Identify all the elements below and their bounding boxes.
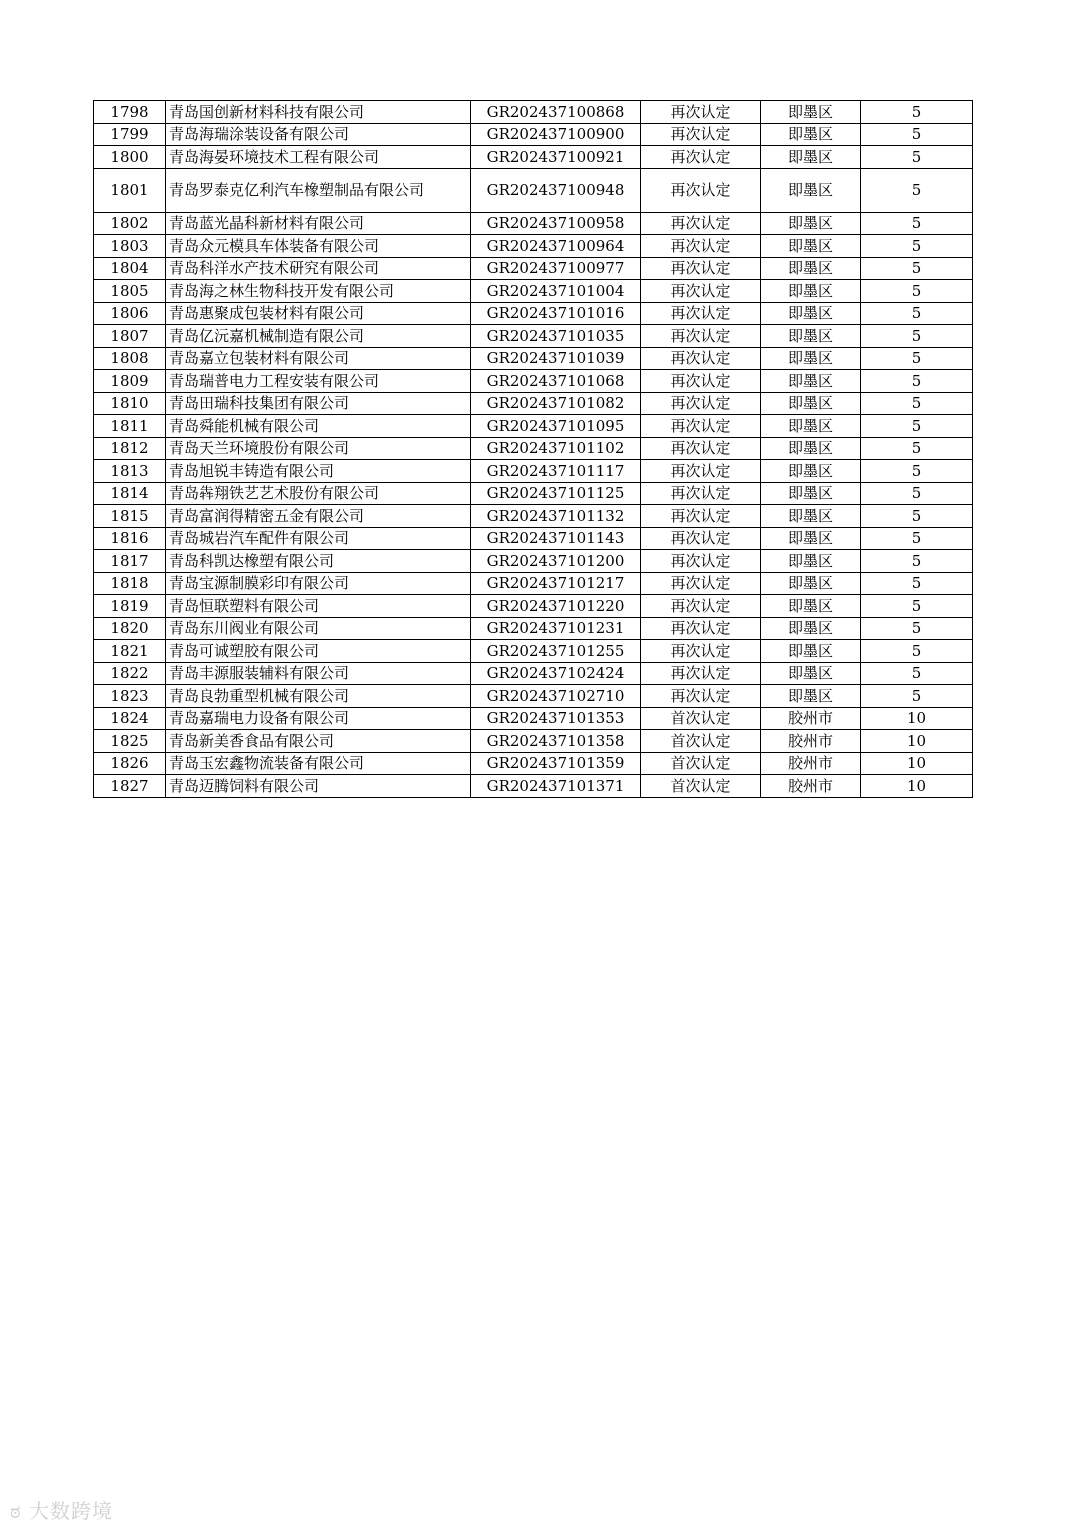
row-number-cell: 1827 [94, 775, 166, 798]
cert-number-cell: GR202437101016 [471, 302, 641, 325]
reward-amount-cell: 5 [861, 370, 973, 393]
cert-type-cell: 首次认定 [641, 730, 761, 753]
reward-amount-cell: 5 [861, 572, 973, 595]
table-row [94, 550, 973, 573]
district-cell: 即墨区 [761, 595, 861, 618]
district-cell: 即墨区 [761, 482, 861, 505]
company-name-cell: 青岛城岩汽车配件有限公司 [166, 527, 471, 550]
cert-type-cell: 再次认定 [641, 550, 761, 573]
cert-number-cell: GR202437101200 [471, 550, 641, 573]
cert-type-cell: 再次认定 [641, 415, 761, 438]
cert-number-cell: GR202437101231 [471, 617, 641, 640]
cert-number-cell: GR202437100948 [471, 168, 641, 212]
row-number-cell: 1815 [94, 505, 166, 528]
district-cell: 胶州市 [761, 775, 861, 798]
reward-amount-cell: 5 [861, 302, 973, 325]
row-number-cell: 1817 [94, 550, 166, 573]
cert-type-cell: 再次认定 [641, 302, 761, 325]
cert-number-cell: GR202437100900 [471, 123, 641, 146]
table-row [94, 482, 973, 505]
company-name-cell: 青岛罗泰克亿利汽车橡塑制品有限公司 [166, 168, 471, 212]
cert-type-cell: 再次认定 [641, 280, 761, 303]
reward-amount-cell: 5 [861, 595, 973, 618]
table-row [94, 752, 973, 775]
cert-number-cell: GR202437101039 [471, 347, 641, 370]
cert-type-cell: 再次认定 [641, 257, 761, 280]
cert-type-cell: 再次认定 [641, 370, 761, 393]
district-cell: 即墨区 [761, 550, 861, 573]
reward-amount-cell: 5 [861, 437, 973, 460]
cert-number-cell: GR202437101125 [471, 482, 641, 505]
company-name-cell: 青岛海瑞涂装设备有限公司 [166, 123, 471, 146]
table-row [94, 168, 973, 212]
cert-number-cell: GR202437101358 [471, 730, 641, 753]
cert-type-cell: 再次认定 [641, 325, 761, 348]
district-cell: 即墨区 [761, 617, 861, 640]
table-row [94, 347, 973, 370]
cert-number-cell: GR202437101004 [471, 280, 641, 303]
reward-amount-cell: 5 [861, 235, 973, 258]
table-row [94, 640, 973, 663]
district-cell: 即墨区 [761, 235, 861, 258]
table-row [94, 302, 973, 325]
reward-amount-cell: 5 [861, 662, 973, 685]
table-row [94, 325, 973, 348]
table-row [94, 685, 973, 708]
cert-type-cell: 再次认定 [641, 392, 761, 415]
table-row [94, 572, 973, 595]
cert-number-cell: GR202437101255 [471, 640, 641, 663]
row-number-cell: 1819 [94, 595, 166, 618]
row-number-cell: 1826 [94, 752, 166, 775]
cert-type-cell: 再次认定 [641, 168, 761, 212]
row-number-cell: 1820 [94, 617, 166, 640]
reward-amount-cell: 10 [861, 730, 973, 753]
company-name-cell: 青岛嘉瑞电力设备有限公司 [166, 707, 471, 730]
reward-amount-cell: 5 [861, 280, 973, 303]
reward-amount-cell: 5 [861, 685, 973, 708]
table-row [94, 662, 973, 685]
table-row [94, 505, 973, 528]
reward-amount-cell: 5 [861, 257, 973, 280]
company-name-cell: 青岛丰源服装辅料有限公司 [166, 662, 471, 685]
district-cell: 胶州市 [761, 730, 861, 753]
row-number-cell: 1798 [94, 101, 166, 124]
row-number-cell: 1808 [94, 347, 166, 370]
district-cell: 即墨区 [761, 212, 861, 235]
company-name-cell: 青岛良勃重型机械有限公司 [166, 685, 471, 708]
district-cell: 即墨区 [761, 302, 861, 325]
company-name-cell: 青岛亿沅嘉机械制造有限公司 [166, 325, 471, 348]
row-number-cell: 1810 [94, 392, 166, 415]
reward-amount-cell: 5 [861, 505, 973, 528]
company-name-cell: 青岛科凯达橡塑有限公司 [166, 550, 471, 573]
cert-number-cell: GR202437102710 [471, 685, 641, 708]
cert-type-cell: 再次认定 [641, 640, 761, 663]
row-number-cell: 1822 [94, 662, 166, 685]
cert-type-cell: 再次认定 [641, 572, 761, 595]
cert-type-cell: 再次认定 [641, 460, 761, 483]
table-row [94, 123, 973, 146]
cert-number-cell: GR202437100958 [471, 212, 641, 235]
reward-amount-cell: 10 [861, 752, 973, 775]
table-row [94, 370, 973, 393]
company-name-cell: 青岛天兰环境股份有限公司 [166, 437, 471, 460]
cert-number-cell: GR202437101217 [471, 572, 641, 595]
company-name-cell: 青岛宝源制膜彩印有限公司 [166, 572, 471, 595]
reward-amount-cell: 5 [861, 460, 973, 483]
company-name-cell: 青岛犇翔铁艺艺术股份有限公司 [166, 482, 471, 505]
district-cell: 即墨区 [761, 460, 861, 483]
table-row [94, 595, 973, 618]
reward-amount-cell: 5 [861, 347, 973, 370]
district-cell: 即墨区 [761, 415, 861, 438]
reward-amount-cell: 5 [861, 617, 973, 640]
reward-amount-cell: 5 [861, 415, 973, 438]
company-name-cell: 青岛众元模具车体装备有限公司 [166, 235, 471, 258]
company-name-cell: 青岛国创新材料科技有限公司 [166, 101, 471, 124]
cert-number-cell: GR202437102424 [471, 662, 641, 685]
row-number-cell: 1814 [94, 482, 166, 505]
cert-number-cell: GR202437101117 [471, 460, 641, 483]
row-number-cell: 1809 [94, 370, 166, 393]
cert-number-cell: GR202437101082 [471, 392, 641, 415]
cert-number-cell: GR202437101371 [471, 775, 641, 798]
table-body [94, 101, 973, 798]
district-cell: 即墨区 [761, 123, 861, 146]
cert-type-cell: 首次认定 [641, 775, 761, 798]
company-name-cell: 青岛嘉立包装材料有限公司 [166, 347, 471, 370]
reward-amount-cell: 10 [861, 775, 973, 798]
district-cell: 即墨区 [761, 168, 861, 212]
district-cell: 即墨区 [761, 572, 861, 595]
row-number-cell: 1804 [94, 257, 166, 280]
district-cell: 即墨区 [761, 325, 861, 348]
cert-number-cell: GR202437100868 [471, 101, 641, 124]
row-number-cell: 1803 [94, 235, 166, 258]
company-name-cell: 青岛玉宏鑫物流装备有限公司 [166, 752, 471, 775]
table-row [94, 527, 973, 550]
company-name-cell: 青岛惠聚成包装材料有限公司 [166, 302, 471, 325]
district-cell: 即墨区 [761, 505, 861, 528]
cert-number-cell: GR202437101353 [471, 707, 641, 730]
cert-type-cell: 再次认定 [641, 235, 761, 258]
company-name-cell: 青岛田瑞科技集团有限公司 [166, 392, 471, 415]
row-number-cell: 1799 [94, 123, 166, 146]
reward-amount-cell: 5 [861, 101, 973, 124]
table-row [94, 392, 973, 415]
cert-type-cell: 首次认定 [641, 752, 761, 775]
table-row [94, 257, 973, 280]
cert-type-cell: 首次认定 [641, 707, 761, 730]
row-number-cell: 1807 [94, 325, 166, 348]
company-name-cell: 青岛旭锐丰铸造有限公司 [166, 460, 471, 483]
company-name-cell: 青岛新美香食品有限公司 [166, 730, 471, 753]
cert-type-cell: 再次认定 [641, 662, 761, 685]
watermark-text: 大数跨境 [28, 1499, 113, 1523]
data-table [93, 100, 973, 798]
table-row [94, 617, 973, 640]
reward-amount-cell: 5 [861, 168, 973, 212]
company-name-cell: 青岛海之林生物科技开发有限公司 [166, 280, 471, 303]
cert-number-cell: GR202437101102 [471, 437, 641, 460]
cert-number-cell: GR202437101143 [471, 527, 641, 550]
cert-number-cell: GR202437101035 [471, 325, 641, 348]
company-name-cell: 青岛迈腾饲料有限公司 [166, 775, 471, 798]
table-row [94, 775, 973, 798]
row-number-cell: 1824 [94, 707, 166, 730]
cert-number-cell: GR202437100921 [471, 146, 641, 169]
table-row [94, 730, 973, 753]
company-name-cell: 青岛瑞普电力工程安装有限公司 [166, 370, 471, 393]
row-number-cell: 1818 [94, 572, 166, 595]
row-number-cell: 1825 [94, 730, 166, 753]
cert-type-cell: 再次认定 [641, 101, 761, 124]
row-number-cell: 1801 [94, 168, 166, 212]
district-cell: 胶州市 [761, 752, 861, 775]
company-name-cell: 青岛恒联塑料有限公司 [166, 595, 471, 618]
cert-type-cell: 再次认定 [641, 595, 761, 618]
row-number-cell: 1816 [94, 527, 166, 550]
district-cell: 即墨区 [761, 257, 861, 280]
cert-type-cell: 再次认定 [641, 482, 761, 505]
district-cell: 即墨区 [761, 527, 861, 550]
company-name-cell: 青岛富润得精密五金有限公司 [166, 505, 471, 528]
cert-type-cell: 再次认定 [641, 437, 761, 460]
row-number-cell: 1806 [94, 302, 166, 325]
table-row [94, 415, 973, 438]
district-cell: 即墨区 [761, 347, 861, 370]
table-row [94, 101, 973, 124]
company-name-cell: 青岛海晏环境技术工程有限公司 [166, 146, 471, 169]
reward-amount-cell: 5 [861, 146, 973, 169]
district-cell: 即墨区 [761, 662, 861, 685]
district-cell: 即墨区 [761, 437, 861, 460]
district-cell: 即墨区 [761, 146, 861, 169]
district-cell: 即墨区 [761, 392, 861, 415]
table-row [94, 212, 973, 235]
reward-amount-cell: 5 [861, 640, 973, 663]
cert-number-cell: GR202437101132 [471, 505, 641, 528]
row-number-cell: 1813 [94, 460, 166, 483]
table-row [94, 280, 973, 303]
cert-type-cell: 再次认定 [641, 212, 761, 235]
row-number-cell: 1812 [94, 437, 166, 460]
cert-type-cell: 再次认定 [641, 146, 761, 169]
watermark-logo-icon: ಠ [10, 1499, 22, 1523]
reward-amount-cell: 5 [861, 482, 973, 505]
table-row [94, 235, 973, 258]
row-number-cell: 1823 [94, 685, 166, 708]
cert-number-cell: GR202437100964 [471, 235, 641, 258]
row-number-cell: 1811 [94, 415, 166, 438]
company-name-cell: 青岛科洋水产技术研究有限公司 [166, 257, 471, 280]
cert-type-cell: 再次认定 [641, 527, 761, 550]
cert-number-cell: GR202437101220 [471, 595, 641, 618]
row-number-cell: 1805 [94, 280, 166, 303]
company-name-cell: 青岛东川阀业有限公司 [166, 617, 471, 640]
watermark [10, 1495, 113, 1524]
district-cell: 即墨区 [761, 685, 861, 708]
cert-type-cell: 再次认定 [641, 617, 761, 640]
reward-amount-cell: 5 [861, 212, 973, 235]
table-row [94, 437, 973, 460]
cert-type-cell: 再次认定 [641, 347, 761, 370]
table-row [94, 707, 973, 730]
cert-type-cell: 再次认定 [641, 123, 761, 146]
cert-type-cell: 再次认定 [641, 505, 761, 528]
cert-number-cell: GR202437100977 [471, 257, 641, 280]
company-name-cell: 青岛蓝光晶科新材料有限公司 [166, 212, 471, 235]
cert-number-cell: GR202437101095 [471, 415, 641, 438]
reward-amount-cell: 10 [861, 707, 973, 730]
reward-amount-cell: 5 [861, 392, 973, 415]
row-number-cell: 1800 [94, 146, 166, 169]
company-name-cell: 青岛可诚塑胶有限公司 [166, 640, 471, 663]
reward-amount-cell: 5 [861, 527, 973, 550]
district-cell: 即墨区 [761, 370, 861, 393]
district-cell: 胶州市 [761, 707, 861, 730]
district-cell: 即墨区 [761, 280, 861, 303]
reward-amount-cell: 5 [861, 123, 973, 146]
district-cell: 即墨区 [761, 640, 861, 663]
reward-amount-cell: 5 [861, 325, 973, 348]
row-number-cell: 1821 [94, 640, 166, 663]
row-number-cell: 1802 [94, 212, 166, 235]
company-name-cell: 青岛舜能机械有限公司 [166, 415, 471, 438]
cert-type-cell: 再次认定 [641, 685, 761, 708]
district-cell: 即墨区 [761, 101, 861, 124]
table-row [94, 146, 973, 169]
reward-amount-cell: 5 [861, 550, 973, 573]
cert-number-cell: GR202437101359 [471, 752, 641, 775]
table-row [94, 460, 973, 483]
cert-number-cell: GR202437101068 [471, 370, 641, 393]
